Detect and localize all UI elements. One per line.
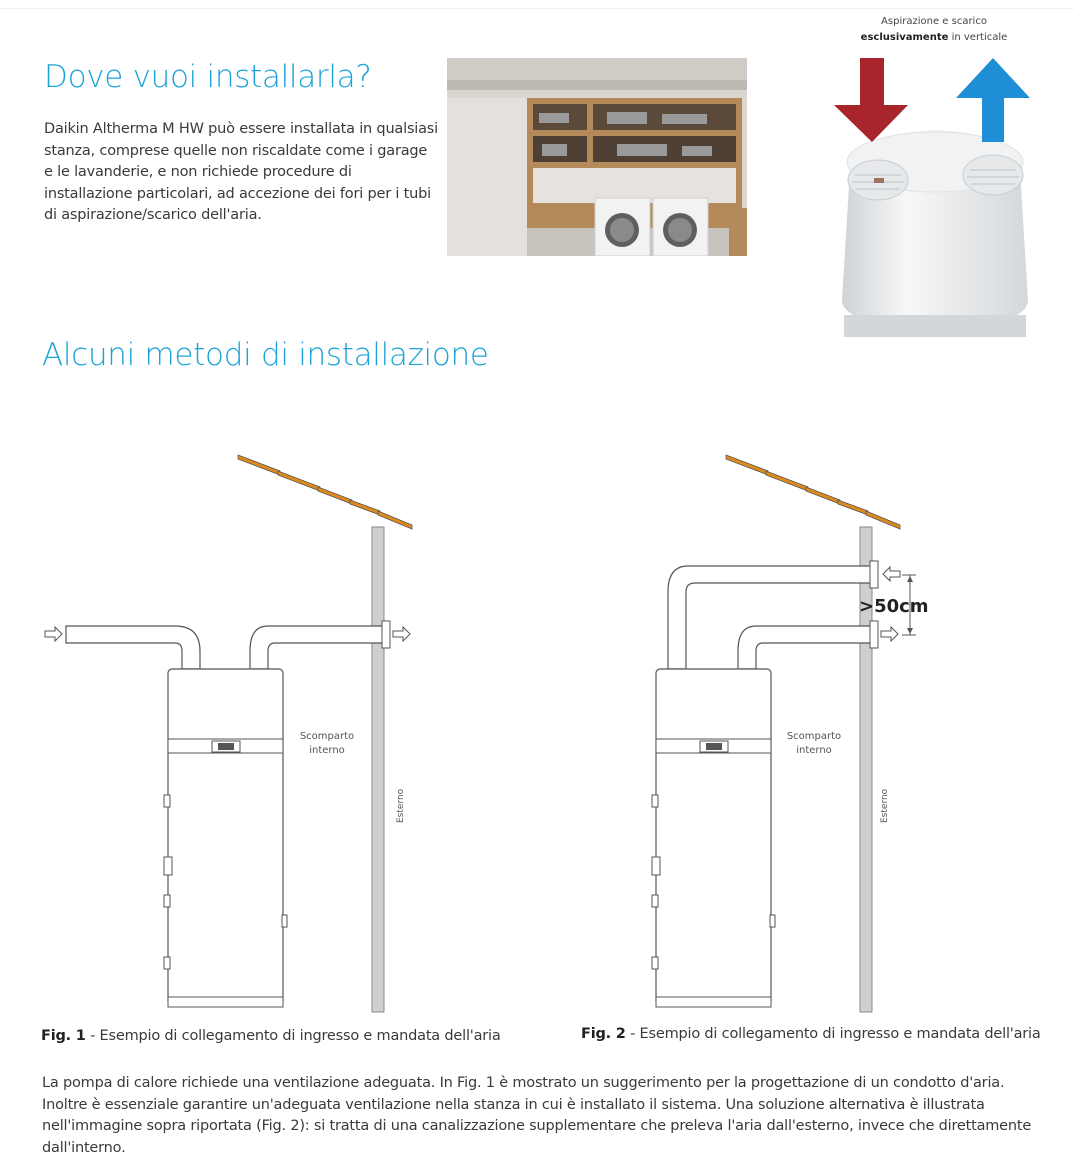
aspiration-label-suffix: in verticale [948, 32, 1008, 43]
label-external: Esterno [880, 788, 890, 823]
label-internal-1: Scomparto [786, 731, 842, 742]
arrow-in-icon [45, 627, 62, 641]
intake-pipe [66, 626, 200, 669]
heat-pump-tank [656, 669, 771, 1005]
label-internal-2: interno [309, 745, 345, 756]
tank-top-illustration [830, 50, 1040, 340]
external-wall [372, 527, 384, 1012]
arrow-out-icon [881, 627, 898, 641]
fig2-caption [581, 1026, 1041, 1042]
exhaust-pipe [250, 626, 385, 669]
fig2-caption-text: - Esempio di collegamento di ingresso e mandata dell'aria [625, 1026, 1041, 1042]
aspiration-label [808, 14, 1060, 46]
roof-icon [238, 455, 412, 529]
fig2-caption-label: Fig. 2 [581, 1026, 626, 1042]
label-internal-1: Scomparto [299, 731, 355, 742]
section-title-where: Dove vuoi installarla? [44, 59, 372, 95]
laundry-room-photo [447, 58, 747, 256]
distance-label: >50cm [859, 596, 929, 617]
fig1-diagram [30, 445, 480, 1020]
roof-icon [726, 455, 900, 529]
arrow-out-icon [393, 627, 410, 641]
fig1-caption-text: - Esempio di collegamento di ingresso e mandata dell'aria [85, 1028, 501, 1044]
exhaust-arrow [956, 58, 1030, 142]
aspiration-label-bold: esclusivamente [860, 32, 949, 43]
intake-arrow [834, 58, 908, 142]
footer-paragraph: La pompa di calore richiede una ventilazione adeguata. In Fig. 1 è mostrato un suggerimento per la progettazione di un condotto d'aria. Inoltre è essenziale garantire un'adeguata ventilazione nella stanza in cui è installato il sistema. Una soluzione alternativa è illustrata nell'immagine sopra riportata (Fig. 2): si tratta di una canalizzazione supplementare che preleva l'aria dall'esterno, invece che direttamente dall'interno. [42, 1075, 1032, 1156]
heat-pump-tank [168, 669, 283, 1005]
label-internal-2: interno [796, 745, 832, 756]
arrow-in-icon [883, 567, 900, 581]
section-title-methods: Alcuni metodi di installazione [42, 337, 489, 373]
label-external: Esterno [396, 788, 406, 823]
intro-paragraph: Daikin Altherma M HW può essere installata in qualsiasi stanza, comprese quelle non riscaldate come i garage e le lavanderie, e non richiede procedure di installazione particolari, ad accezione dei fori per i tubi di aspirazione/scarico dell'aria. [44, 121, 438, 224]
fig1-caption [41, 1028, 501, 1044]
aspiration-label-line2 [808, 30, 1060, 46]
exhaust-pipe [738, 626, 873, 669]
aspiration-label-line1: Aspirazione e scarico [881, 16, 987, 27]
top-rule [0, 8, 1074, 9]
intake-pipe [668, 566, 873, 669]
fig1-caption-label: Fig. 1 [41, 1028, 86, 1044]
fig2-diagram [518, 445, 978, 1020]
